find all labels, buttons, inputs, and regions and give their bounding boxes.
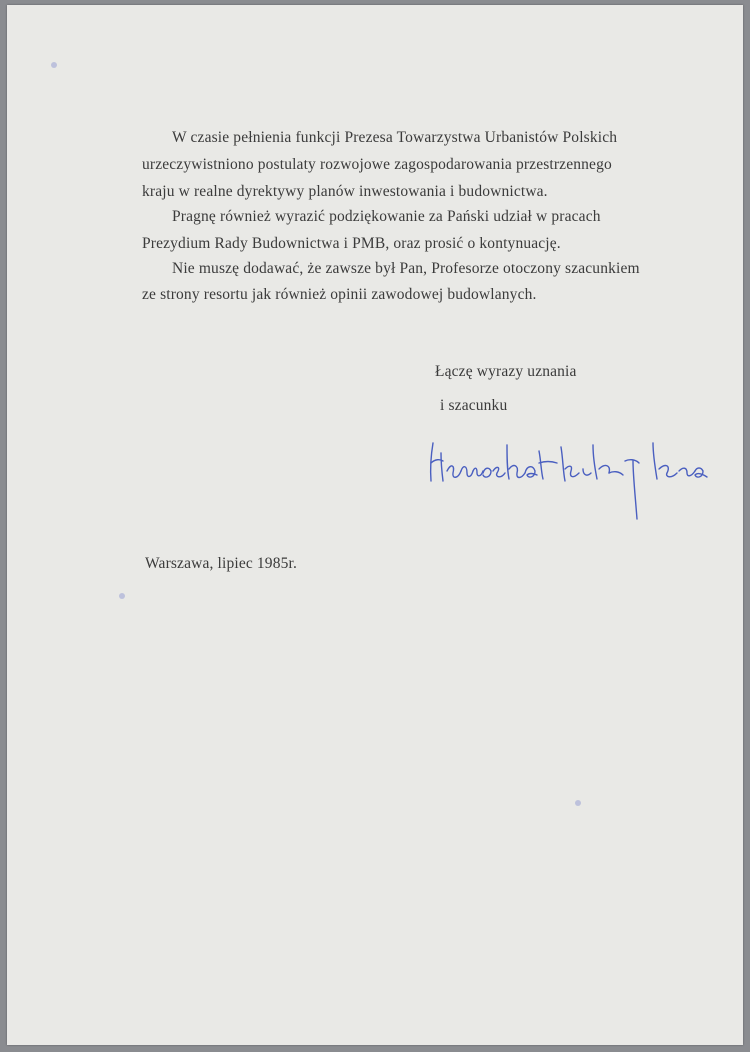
paragraph-2-line-2: Prezydium Rady Budownictwa i PMB, oraz prosić o kontynuację. xyxy=(142,235,561,252)
paragraph-1-line-2: urzeczywistniono postulaty rozwojowe zagospodarowania przestrzennego xyxy=(142,156,612,173)
paragraph-1-line-1: W czasie pełnienia funkcji Prezesa Towarzystwa Urbanistów Polskich xyxy=(172,129,618,146)
paragraph-1-line-3: kraju w realne dyrektywy planów inwestowania i budownictwa. xyxy=(142,183,548,200)
paper-speck xyxy=(51,62,57,68)
closing-line-1: Łączę wyrazy uznania xyxy=(435,363,577,380)
closing-line-2: i szacunku xyxy=(440,397,508,414)
paper-speck xyxy=(575,800,581,806)
paper-speck xyxy=(119,593,125,599)
paragraph-2-line-1: Pragnę również wyrazić podziękowanie za Pański udział w pracach xyxy=(172,208,601,225)
handwritten-signature xyxy=(425,423,725,523)
paragraph-3-line-2: ze strony resortu jak również opinii zawodowej budowlanych. xyxy=(142,286,537,303)
paragraph-3-line-1: Nie muszę dodawać, że zawsze był Pan, Profesorze otoczony szacunkiem xyxy=(172,260,640,277)
place-and-date: Warszawa, lipiec 1985r. xyxy=(145,555,297,572)
letter-page xyxy=(7,5,743,1045)
